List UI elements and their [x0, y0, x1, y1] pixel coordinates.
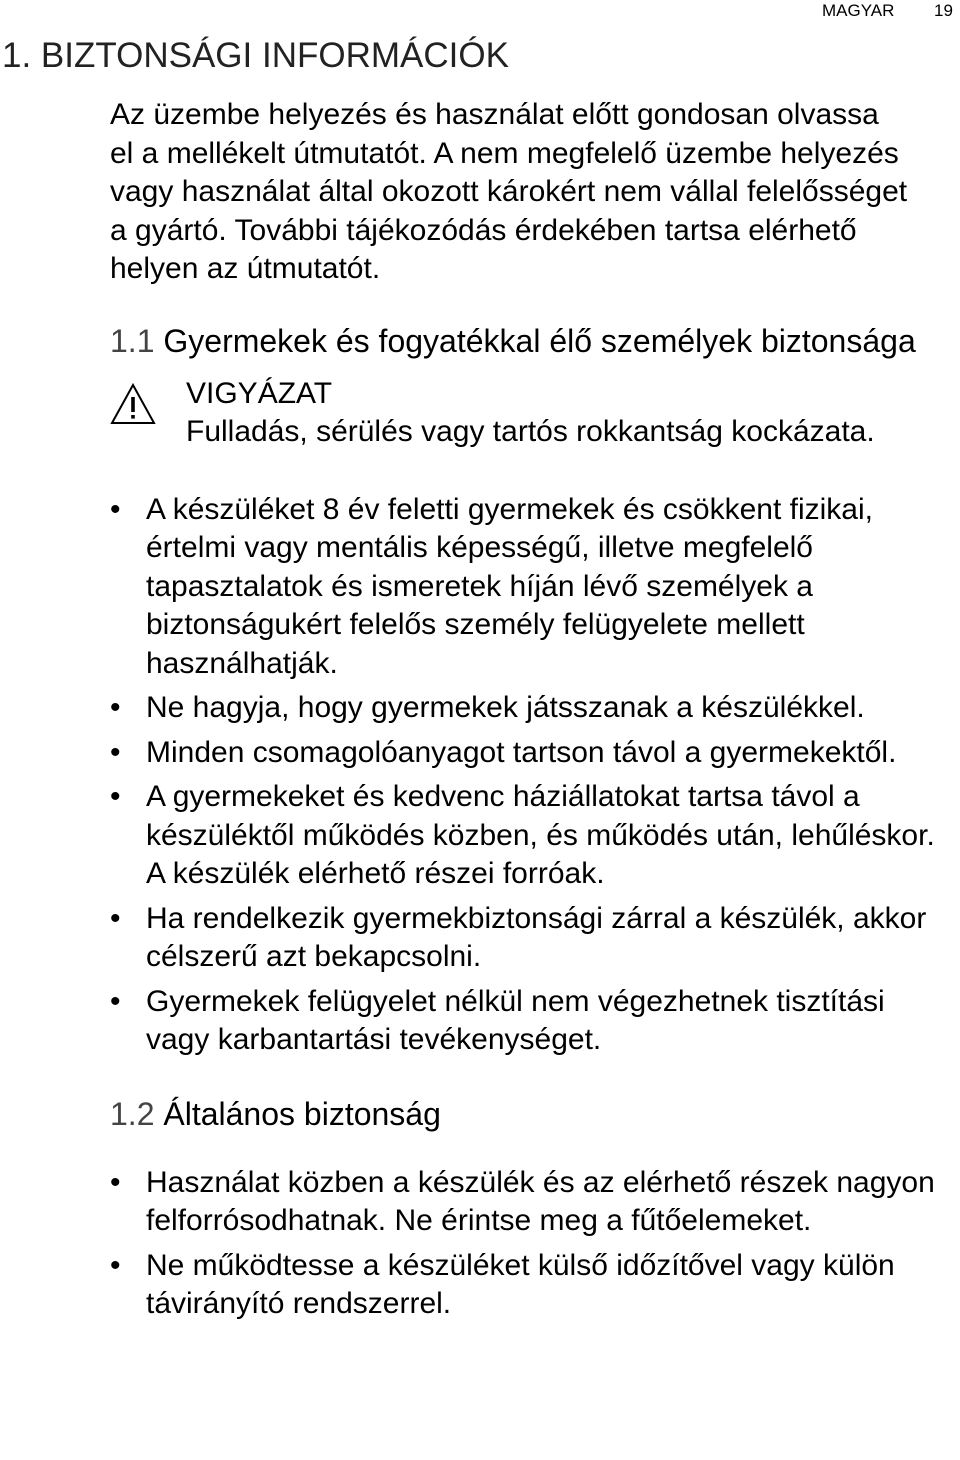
section-number: 1.1: [110, 322, 155, 359]
section-title: Általános biztonság: [163, 1095, 441, 1132]
bullet-icon: •: [110, 780, 121, 813]
language-label: MAGYAR: [822, 1, 895, 20]
list-item-text: A készüléket 8 év feletti gyermekek és csökkent fizikai, értelmi vagy mentális képességű, illetve megfelelő tapasztalatok és ismeretek híján lévő személyek a biztonságukért felelős személy felügyelete mellett használhatják.: [146, 492, 873, 680]
section-heading-children-safety: [110, 321, 952, 361]
intro-paragraph: Az üzembe helyezés és használat előtt gondosan olvassa el a mellékelt útmutatót. A nem megfelelő üzembe helyezés vagy használat által okozott károkért nem vállal felelősséget a gyártó. További tájékozódás érdekében tartsa elérhető helyen az útmutatót.: [110, 98, 908, 285]
list-item: [110, 778, 952, 894]
list-item-text: Használat közben a készülék és az elérhető részek nagyon felforrósodhatnak. Ne érintse meg a fűtőelemeket.: [146, 1165, 935, 1237]
list-item: [110, 689, 952, 728]
list-item: [110, 900, 952, 977]
list-item: [110, 491, 952, 684]
main-content: [110, 96, 952, 1330]
list-item: [110, 983, 952, 1060]
page-number: 19: [934, 1, 953, 20]
list-item: [110, 1164, 952, 1241]
list-item: [110, 1247, 952, 1324]
bullet-icon: •: [110, 735, 121, 769]
list-item-text: Ne működtesse a készüléket külső időzítővel vagy külön távirányító rendszerrel.: [146, 1248, 895, 1320]
bullet-icon: •: [110, 691, 121, 724]
section-heading-general-safety: [110, 1094, 952, 1134]
list-item-text: A gyermekeket és kedvenc háziállatokat tartsa távol a készüléktől működés közben, és működés után, lehűléskor. A készülék elérhető részei forróak.: [146, 780, 935, 890]
list-item: [110, 734, 952, 773]
bullet-icon: •: [110, 1248, 121, 1282]
warning-box: [110, 375, 952, 455]
bullet-list-children-safety: [110, 491, 952, 1060]
section-title: Gyermekek és fogyatékkal élő személyek biztonsága: [163, 322, 916, 359]
warning-title: VIGYÁZAT: [186, 376, 333, 410]
chapter-title: 1. BIZTONSÁGI INFORMÁCIÓK: [2, 36, 509, 75]
page-header: [822, 0, 952, 26]
list-item-text: Minden csomagolóanyagot tartson távol a gyermekektől.: [146, 735, 897, 769]
bullet-icon: •: [110, 901, 121, 935]
bullet-icon: •: [110, 1165, 121, 1199]
bullet-list-general-safety: [110, 1164, 952, 1324]
bullet-icon: •: [110, 984, 121, 1018]
list-item-text: Ne hagyja, hogy gyermekek játsszanak a készülékkel.: [146, 691, 865, 724]
bullet-icon: •: [110, 492, 121, 526]
warning-text: Fulladás, sérülés vagy tartós rokkantság kockázata.: [186, 414, 875, 448]
list-item-text: Gyermekek felügyelet nélkül nem végezhetnek tisztítási vagy karbantartási tevékenységet.: [146, 984, 885, 1056]
list-item-text: Ha rendelkezik gyermekbiztonsági zárral a készülék, akkor célszerű azt bekapcsolni.: [146, 901, 927, 973]
section-number: 1.2: [110, 1095, 155, 1132]
warning-triangle-icon: [110, 383, 156, 425]
